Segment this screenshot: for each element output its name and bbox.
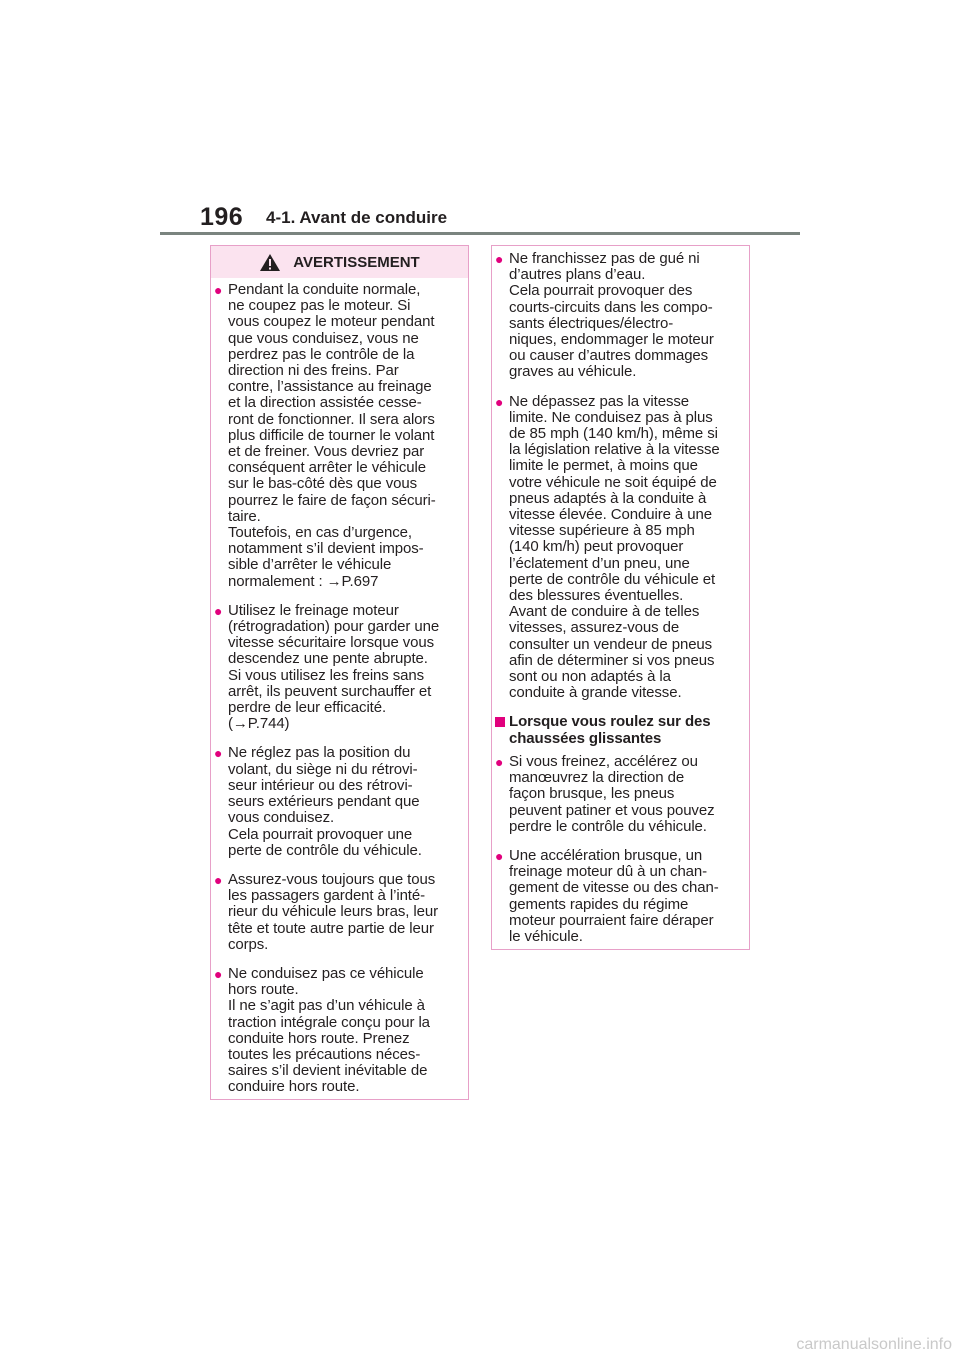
list-item-text: Ne réglez pas la position du volant, du siège ni du rétrovi- seur intérieur ou des rétrovi- seurs extérieurs pendant que vous conduisez. Cela pourrait provoquer une perte de contrôle du véhicule. <box>228 744 422 859</box>
list-item <box>214 603 464 733</box>
list-item-text: Si vous freinez, accélérez ou manœuvrez la direction de façon brusque, les pneus peuvent patiner et vous pouvez perdre le contrôle du véhicule. <box>509 752 715 835</box>
square-bullet-icon <box>495 714 509 746</box>
circle-bullet-icon: ● <box>495 251 504 267</box>
circle-bullet-icon: ● <box>214 965 223 982</box>
list-item <box>214 282 464 590</box>
subheading-text: Lorsque vous roulez sur des chaussées glissantes <box>509 713 711 747</box>
list-item <box>495 394 745 702</box>
list-item-text: Pendant la conduite normale, ne coupez pas le moteur. Si vous coupez le moteur pendant que vous conduisez, vous ne perdrez pas le contrôle de la direction ni des freins. Par contre, l’assistance au freinage et la direction assistée cesse- ront de fonctionner. Il sera alors plus difficile de tourner le volant et de freiner. Vous devriez par conséquent arrêter le véhicule sur le bas-côté dès que vous pourrez le faire de façon sécuri- taire. Toutefois, en cas d’urgence, notamment s’il devient impos- sible d’arrêter le véhicule normalement : →P.697 <box>228 281 436 590</box>
list-item <box>214 966 464 1096</box>
page-number: 196 <box>200 203 244 231</box>
section-title: 4-1. Avant de conduire <box>266 208 448 227</box>
list-item-text: Une accélération brusque, un freinage moteur dû à un chan- gement de vitesse ou des chan- gements rapides du régime moteur pourraient faire déraper le véhicule. <box>509 846 719 945</box>
warning-header <box>211 246 468 278</box>
list-item <box>495 754 745 835</box>
circle-bullet-icon: ● <box>495 753 504 770</box>
warning-content-left <box>211 278 468 1096</box>
list-item-text: Ne franchissez pas de gué ni d’autres plans d’eau. Cela pourrait provoquer des courts-circuits dans les compo- sants électriques/électro- niques, endommager le moteur ou causer d’autres dommages graves au véhicule. <box>509 250 714 381</box>
list-item-text: Ne conduisez pas ce véhicule hors route. Il ne s’agit pas d’un véhicule à traction intégrale conçu pour la conduite hors route. Prenez toutes les précautions néces- saires s’il devient inévitable de conduire hors route. <box>228 964 430 1096</box>
warning-content-right <box>492 246 749 945</box>
list-item <box>495 251 745 381</box>
list-item <box>214 745 464 858</box>
circle-bullet-icon: ● <box>214 871 223 888</box>
warning-triangle-icon <box>259 253 281 272</box>
list-item-text: Assurez-vous toujours que tous les passagers gardent à l’inté- rieur du véhicule leurs bras, leur tête et toute autre partie de leur corps. <box>228 870 439 953</box>
list-item <box>214 872 464 953</box>
list-item <box>495 848 745 945</box>
list-item-text: Ne dépassez pas la vitesse limite. Ne conduisez pas à plus de 85 mph (140 km/h), même si la législation relative à la vitesse limite le permet, à moins que votre véhicule ne soit équipé de pneus adaptés à la conduite à vitesse élevée. Conduire à une vitesse supérieure à 85 mph (140 km/h) peut provoquer l’éclatement d’un pneu, une perte de contrôle du véhicule et des blessures éventuelles. Avant de conduire à de telles vitesses, assurez-vous de consulter un vendeur de pneus afin de déterminer si vos pneus sont ou non adaptés à la conduite à grande vitesse. <box>509 392 720 702</box>
square-bullet-icon <box>495 717 505 727</box>
circle-bullet-icon: ● <box>214 282 223 298</box>
warning-title: AVERTISSEMENT <box>293 253 420 271</box>
circle-bullet-icon: ● <box>214 745 223 762</box>
header-rule <box>160 232 800 235</box>
watermark: carmanualsonline.info <box>796 1336 952 1353</box>
list-item-text: Utilisez le freinage moteur (rétrogradation) pour garder une vitesse sécuritaire lorsque vous descendez une pente abrupte. Si vous utilisez les freins sans arrêt, ils peuvent surchauffer et perdre de leur efficacité. (→P.744) <box>228 601 440 733</box>
warning-box-right <box>491 245 750 950</box>
circle-bullet-icon: ● <box>214 602 223 619</box>
subheading <box>495 714 745 746</box>
warning-box-left <box>210 245 469 1100</box>
circle-bullet-icon: ● <box>495 847 504 864</box>
circle-bullet-icon: ● <box>495 393 504 410</box>
